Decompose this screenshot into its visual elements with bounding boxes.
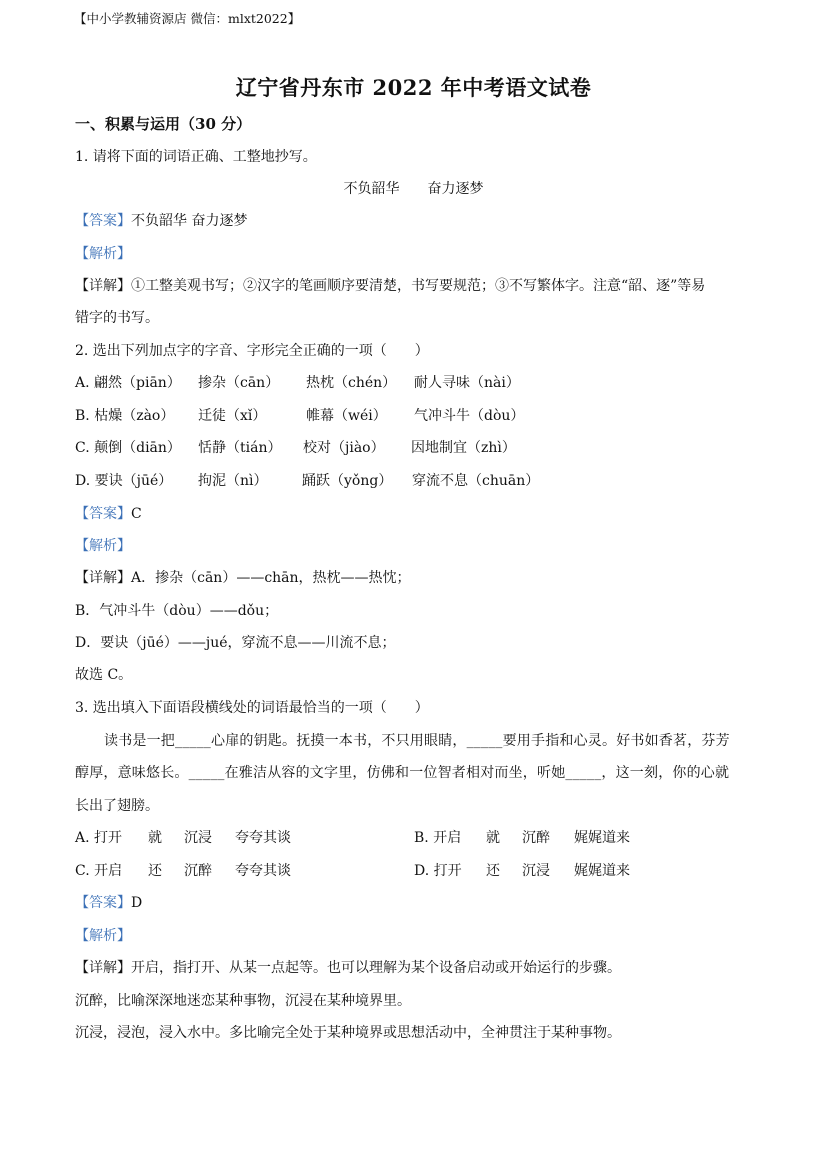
detail-tag: 【详解】	[75, 278, 131, 294]
q3-a-3: 沉浸	[184, 830, 212, 846]
q1-detail-cont: 错字的书写。	[75, 310, 159, 326]
q3-answer-text: D	[131, 895, 143, 911]
q2-a-3: 热枕（chén）	[306, 375, 397, 391]
q3-c-2: 还	[148, 863, 162, 879]
q3-detail	[75, 959, 621, 977]
q3-b-4: 娓娓道来	[574, 830, 630, 846]
q2-c-3: 校对（jiào）	[303, 440, 385, 456]
q3-d-2: 还	[486, 863, 500, 879]
q3-stem: 3. 选出填入下面语段横线处的词语最恰当的一项（ ）	[75, 700, 429, 716]
q3-b-3: 沉醉	[522, 830, 550, 846]
q1-detail-text: ①工整美观书写；②汉字的笔画顺序要清楚，书写要规范；③不写繁体字。注意“韶、逐”等易	[131, 278, 706, 294]
q3-c-4: 夸夸其谈	[235, 863, 291, 879]
q3-detail-2: 沉醉，比喻深深地迷恋某种事物，沉浸在某种境界里。	[75, 993, 411, 1009]
q1-answer	[75, 212, 247, 230]
q3-a-2: 就	[148, 830, 162, 846]
q3-detail-3: 沉浸，浸泡，浸入水中。多比喻完全处于某种境界或思想活动中，全神贯注于某种事物。	[75, 1025, 621, 1041]
q2-d-1: D. 要诀（jūé）	[75, 473, 173, 489]
detail-tag: 【详解】	[75, 960, 131, 976]
analysis-tag: 【解析】	[75, 928, 131, 944]
analysis-tag: 【解析】	[75, 538, 131, 554]
q1-answer-text: 不负韶华 奋力逐梦	[131, 213, 248, 229]
answer-tag: 【答案】	[75, 213, 131, 229]
q2-b-3: 帷幕（wéi）	[306, 408, 387, 424]
q2-c-4: 因地制宜（zhì）	[411, 440, 516, 456]
page-title: 辽宁省丹东市 2022 年中考语文试卷	[235, 75, 592, 100]
q2-c-1: C. 颠倒（diān）	[75, 440, 181, 456]
q3-answer	[75, 894, 142, 912]
detail-tag: 【详解】	[75, 570, 131, 586]
q1-words: 不负韶华 奋力逐梦	[343, 181, 484, 197]
q1-analysis	[75, 245, 131, 263]
q3-d-4: 娓娓道来	[574, 863, 630, 879]
q2-detail	[75, 569, 411, 587]
q2-conclusion: 故选 C。	[75, 667, 133, 683]
q2-answer-text: C	[131, 506, 142, 522]
q2-detail-b: B．气冲斗牛（dòu）——dǒu；	[75, 603, 279, 619]
q3-passage-line-1: 读书是一把_____心扉的钥匙。抚摸一本书，不只用眼睛，_____要用手指和心灵。好书如香茗，芬芳	[104, 733, 730, 749]
q3-c-1: C. 开启	[75, 863, 123, 879]
q2-b-4: 气冲斗牛（dòu）	[414, 408, 525, 424]
q1-detail	[75, 277, 705, 295]
q3-detail-text: 开启，指打开、从某一点起等。也可以理解为某个设备启动或开始运行的步骤。	[131, 960, 621, 976]
page-header: 【中小学教辅资源店 微信：mlxt2022】	[74, 11, 301, 26]
q2-d-3: 踊跃（yǒng）	[302, 473, 393, 489]
q2-analysis	[75, 537, 131, 555]
q3-analysis	[75, 927, 131, 945]
q3-a-4: 夸夸其谈	[235, 830, 291, 846]
q3-a-1: A. 打开	[75, 830, 123, 846]
q2-detail-d: D．要诀（jūé）——jué，穿流不息——川流不息；	[75, 635, 396, 651]
q2-d-4: 穿流不息（chuān）	[412, 473, 540, 489]
section-heading: 一、积累与运用（30 分）	[75, 115, 252, 133]
q3-passage-line-3: 长出了翅膀。	[75, 798, 159, 814]
analysis-tag: 【解析】	[75, 246, 131, 262]
q2-d-2: 拘泥（nì）	[198, 473, 268, 489]
q2-stem: 2. 选出下列加点字的字音、字形完全正确的一项（ ）	[75, 343, 429, 359]
q3-d-1: D. 打开	[414, 863, 462, 879]
q2-answer	[75, 505, 142, 523]
answer-tag: 【答案】	[75, 506, 131, 522]
q2-a-4: 耐人寻味（nài）	[414, 375, 520, 391]
q3-c-3: 沉醉	[184, 863, 212, 879]
q2-b-2: 迁徒（xǐ）	[198, 408, 267, 424]
q3-d-3: 沉浸	[522, 863, 550, 879]
q2-a-2: 掺杂（cān）	[198, 375, 280, 391]
q3-b-2: 就	[486, 830, 500, 846]
q2-a-1: A. 翩然（piān）	[75, 375, 181, 391]
q2-detail-text: A．掺杂（cān）——chān，热枕——热忱；	[131, 570, 411, 586]
answer-tag: 【答案】	[75, 895, 131, 911]
q3-b-1: B. 开启	[414, 830, 462, 846]
q2-b-1: B. 枯燥（zào）	[75, 408, 175, 424]
q3-passage-line-2: 醇厚，意味悠长。_____在雅洁从容的文字里，仿佛和一位智者相对而坐，听她_____，这一刻，你的心就	[75, 765, 730, 781]
q2-c-2: 恬静（tián）	[198, 440, 282, 456]
q1-stem: 1. 请将下面的词语正确、工整地抄写。	[75, 149, 317, 165]
